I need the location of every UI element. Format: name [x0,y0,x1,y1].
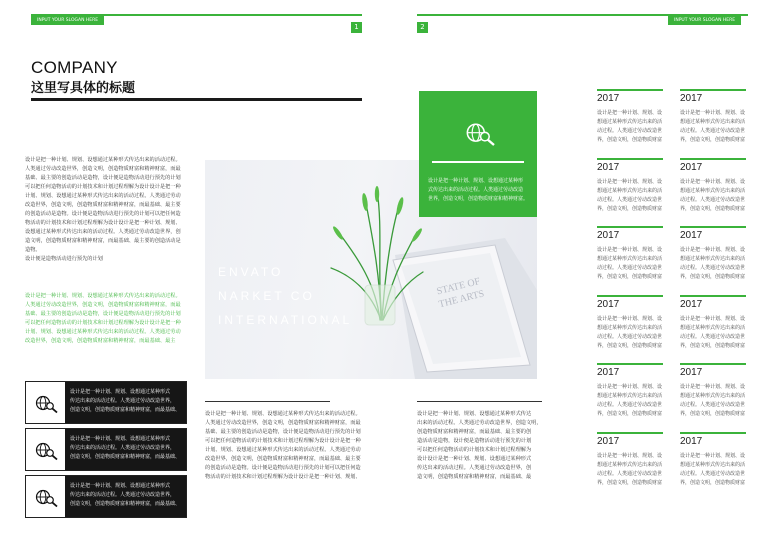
text-line: 设计是把一种计划、规划、设想通过某种形式传达出来的活动过程。 [205,411,361,417]
timeline-text [680,452,750,488]
timeline-year: 2017 [680,435,703,447]
text-line: 基础、最主要的创造活动是造物，设计便是造物活动进行预先的计划 [25,311,181,317]
info-block-1-text [70,388,183,415]
text-line: 基础、最主要的创造活动是造物，设计便是造物活动进行预先的计划 [25,175,181,181]
timeline-rule [597,89,663,91]
timeline-text [597,246,667,282]
timeline-text [597,315,667,351]
green-box-rule [432,161,524,163]
photo-overlay-text [218,260,352,332]
text-line: 动过程。人类通过劳动改造世 [597,333,663,340]
timeline-year: 2017 [680,93,703,104]
feature-green-box [419,91,537,217]
timeline-rule [680,295,746,297]
timeline-year: 2017 [597,161,620,173]
timeline-text [680,178,750,214]
timeline-year: 2017 [597,367,620,378]
text-line: 人类通过劳动改造世界，创造文明，创造物质财富和精神财富，而最 [205,420,361,426]
info-block-1 [25,381,187,424]
timeline-rule [597,432,663,434]
photo-text-line: ENVATO [218,265,284,279]
text-line: 动过程。人类通过劳动改造世 [597,196,663,203]
page-number-left: 1 [351,22,362,33]
timeline-year: 2017 [680,230,703,241]
text-line: 式传达出来的活动过程。人类通过劳动改造 [428,187,524,193]
text-line: 动过程。人类通过劳动改造世 [680,470,746,477]
info-block-2-panel [65,429,186,470]
timeline-rule [680,89,746,91]
info-block-2-text [70,435,183,462]
intro-paragraph [25,156,201,264]
bottom-column-2 [417,410,542,482]
text-line: 计划、规划、设想通过某种形式传达出来的活动过程。人类通过劳动 [205,447,361,453]
timeline-text [680,109,750,145]
globe-search-icon [35,441,59,461]
text-line: 设计是把一种计划、规划、设 [680,247,746,253]
text-line: 传达出来的活动过程。人类通过劳动改造世界， [70,492,176,498]
text-line: 人类通过劳动改造世界，创造文明，创造物质财富和精神财富，而最 [25,302,181,308]
text-line: 设计是把一种计划、规划、设 [597,315,663,322]
text-line: 想通过某种形式传达出来的活 [680,324,746,331]
company-heading: COMPANY [31,58,118,77]
text-line: 物活动的计划技术和计划过程理解为设计设计是把一种计划、规划、 [205,474,361,480]
text-line: 设想通过某种形式传达出来的活动过程。人类通过劳动改造世界，创 [25,229,181,235]
text-line: 设计是把一种计划、规划、设 [597,384,663,390]
timeline-rule [597,295,663,297]
text-line: 想通过某种形式传达出来的活 [680,119,746,125]
timeline-year: 2017 [597,230,620,241]
text-line: 界，创造文明，创造物质财富 [680,137,746,143]
text-line: 创造文明，创造物质财富和精神财富，而最基础、 [70,454,181,460]
text-line: 想通过某种形式传达出来的活 [680,393,746,399]
text-line: 界，创造文明，创造物质财富 [597,137,663,143]
text-line: 计划、规划、设想通过某种形式传达出来的活动过程。人类通过劳动 [25,193,181,199]
info-block-3-panel [65,476,186,517]
timeline-text [680,315,750,351]
text-line: 想通过某种形式传达出来的活 [597,187,663,194]
text-line: 设计是把一种计划、规划、设 [597,452,663,459]
green-box-text [428,177,532,204]
text-line: 动过程。人类通过劳动改造世 [680,333,746,340]
text-line: 改造世界，创造文明，创造物质财富和精神财富，而最基础、最主要 [205,456,361,462]
bottom-col1-rule [205,401,330,402]
text-line: 改造世界，创造文明，创造物质财富和精神财富，而最基础、最主 [25,338,176,344]
text-line: 想通过某种形式传达出来的活 [597,119,663,125]
magazine-cover-text: STATE OF THE ARTS [435,275,486,311]
text-line: 设计是把一种计划、规划、设想通过某种形式传达出来的活动过程。 [25,293,181,299]
text-line: 计划、规划、设想通过某种形式传达出来的活动过程。人类通过劳动 [25,329,181,335]
text-line: 改造世界，创造文明，创造物质财富和精神财富，而最基础、最主要 [25,202,181,208]
timeline-rule [680,226,746,228]
text-line: 人类通过劳动改造世界，创造文明，创造物质财富和精神财富，而最 [25,166,181,172]
timeline-year: 2017 [680,161,703,173]
timeline-text [680,383,750,419]
text-line: 设计是把一种计划、规划、设想通过某种形式传达 [417,411,532,417]
text-line: 界，创造文明，创造物质财富 [680,342,746,349]
text-line: 动过程。人类通过劳动改造世 [597,128,663,134]
text-line: 想通过某种形式传达出来的活 [680,187,746,194]
text-line: 动过程。人类通过劳动改造世 [680,402,746,408]
timeline-year: 2017 [680,367,703,378]
text-line: 传达出来的活动过程。人类通过劳动改造世界， [70,398,176,404]
text-line: 设计是把一种计划、规划、设 [680,384,746,390]
green-paragraph [25,292,201,346]
text-line: 造文明，创造物质财富和精神财富，而最基础、最 [417,474,532,480]
timeline-text [597,109,667,145]
text-line: 设计是把一种计划、规划、设 [680,315,746,322]
text-line: 设计是把一种计划、规划、设想通过某种形式 [70,389,171,395]
text-line: 界，创造文明，创造物质财富 [680,411,746,417]
text-line: 想通过某种形式传达出来的活 [597,256,663,262]
text-line: 动过程。人类通过劳动改造世 [680,128,746,134]
timeline-text [597,452,667,488]
globe-search-icon [35,488,59,508]
text-line: 动过程。人类通过劳动改造世 [597,402,663,408]
text-line: 创造文明，创造物质财富和精神财富，而最基础、 [70,407,181,413]
info-block-1-panel [65,382,186,423]
timeline-rule [680,363,746,365]
timeline-text [597,178,667,214]
text-line: 造文明，创造物质财富和精神财富，而最基础、最主要的创造活动是 [25,238,181,244]
page-number-right: 2 [417,22,428,33]
text-line: 设计是把一种计划、规划、设想通过某种形式 [70,436,171,442]
text-line: 想通过某种形式传达出来的活 [597,393,663,399]
text-line: 想通过某种形式传达出来的活 [597,461,663,468]
text-line: 创造物质财富和精神财富，而最基础、最主要的创 [417,429,532,435]
text-line: 设计是把一种计划、规划、设 [597,178,663,185]
text-line: 造活动是造物，设计便是造物活动进行预先的计划 [417,438,532,444]
text-line: 可以把任何造物活动的计划技术和计划过程理解为 [417,447,532,453]
text-line: 设计是把一种计划、规划、设想通过某种形式 [70,483,171,489]
text-line: 设计是把一种计划、规划、设 [680,452,746,459]
text-line: 物活动的计划技术和计划过程理解为设计设计是把一种计划、规划、 [25,220,181,226]
text-line: 设计是把一种计划、规划、设 [680,178,746,185]
text-line: 基础、最主要的创造活动是造物，设计便是造物活动进行预先的计划 [205,429,361,435]
title-rule [31,98,362,101]
globe-search-icon [464,121,498,147]
text-line: 设计是把一种计划、规划、设 [597,110,663,116]
text-line: 界，创造文明，创造物质财富 [597,205,663,212]
text-line: 想通过某种形式传达出来的活 [680,256,746,262]
globe-search-icon [35,394,59,414]
text-line: 可以把任何造物活动的计划技术和计划过程理解为设计设计是把一种 [25,320,181,326]
text-line: 动过程。人类通过劳动改造世 [680,265,746,271]
text-line: 界，创造文明，创造物质财富 [597,342,663,349]
text-line: 想通过某种形式传达出来的活 [597,324,663,331]
text-line: 出来的活动过程。人类通过劳动改造世界，创造文明， [417,420,542,426]
photo-text-line: INTERNATIONAL [218,313,353,327]
text-line: 界，创造文明，创造物质财富 [680,274,746,280]
text-line: 界，创造文明，创造物质财富 [597,479,663,486]
timeline-year: 2017 [680,298,703,310]
timeline-rule [597,363,663,365]
timeline-rule [680,432,746,434]
text-line: 界，创造文明，创造物质财富 [680,205,746,212]
photo-text-line: NARKET CO [218,289,315,303]
bottom-column-1 [205,410,361,482]
text-line: 传达出来的活动过程。人类通过劳动改造世界， [70,445,176,451]
text-line: 设计便是造物活动进行预先的计划 [25,256,103,262]
text-line: 的创造活动是造物。设计便是造物活动进行预先的计划可以把任何造 [25,211,181,217]
info-block-2 [25,428,187,471]
timeline-year: 2017 [597,93,620,104]
info-block-3 [25,475,187,518]
text-line: 设计设计是把一种计划、规划、设想通过某种形式 [417,456,532,462]
text-line: 设计是把一种计划、规划、设想通过某种形式传达出来的活动过程。 [25,157,181,163]
text-line: 想通过某种形式传达出来的活 [680,461,746,468]
timeline-text [680,246,750,282]
text-line: 界，创造文明，创造物质财富 [597,274,663,280]
text-line: 造物。 [25,247,41,253]
text-line: 创造文明，创造物质财富和精神财富，而最基础、 [70,501,181,507]
timeline-text [597,383,667,419]
bottom-col2-rule [417,401,542,402]
text-line: 传达出来的活动过程。人类通过劳动改造世界，创 [417,465,532,471]
text-line: 可以把任何造物活动的计划技术和计划过程理解为设计设计是把一种 [205,438,361,444]
timeline-year: 2017 [597,435,620,447]
text-line: 动过程。人类通过劳动改造世 [597,265,663,271]
text-line: 设计是把一种计划、规划、设想通过某种形 [428,178,524,184]
text-line: 设计是把一种计划、规划、设 [680,110,746,116]
text-line: 可以把任何造物活动的计划技术和计划过程理解为设计设计是把一种 [25,184,181,190]
timeline-rule [597,158,663,160]
text-line: 界，创造文明，创造物质财富 [680,479,746,486]
slogan-tag-right: INPUT YOUR SLOGAN HERE [668,16,741,25]
info-block-3-text [70,482,183,509]
page-title: 这里写具体的标题 [31,81,136,96]
text-line: 的创造活动是造物。设计便是造物活动进行预先的计划可以把任何造 [205,465,361,471]
text-line: 设计是把一种计划、规划、设 [597,247,663,253]
text-line: 动过程。人类通过劳动改造世 [597,470,663,477]
slogan-tag-left: INPUT YOUR SLOGAN HERE [31,16,104,25]
text-line: 动过程。人类通过劳动改造世 [680,196,746,203]
timeline-year: 2017 [597,298,620,310]
timeline-rule [597,226,663,228]
text-line: 界，创造文明，创造物质财富 [597,411,663,417]
text-line: 世界，创造文明，创造物质财富和精神财富。 [428,196,529,202]
timeline-rule [680,158,746,160]
